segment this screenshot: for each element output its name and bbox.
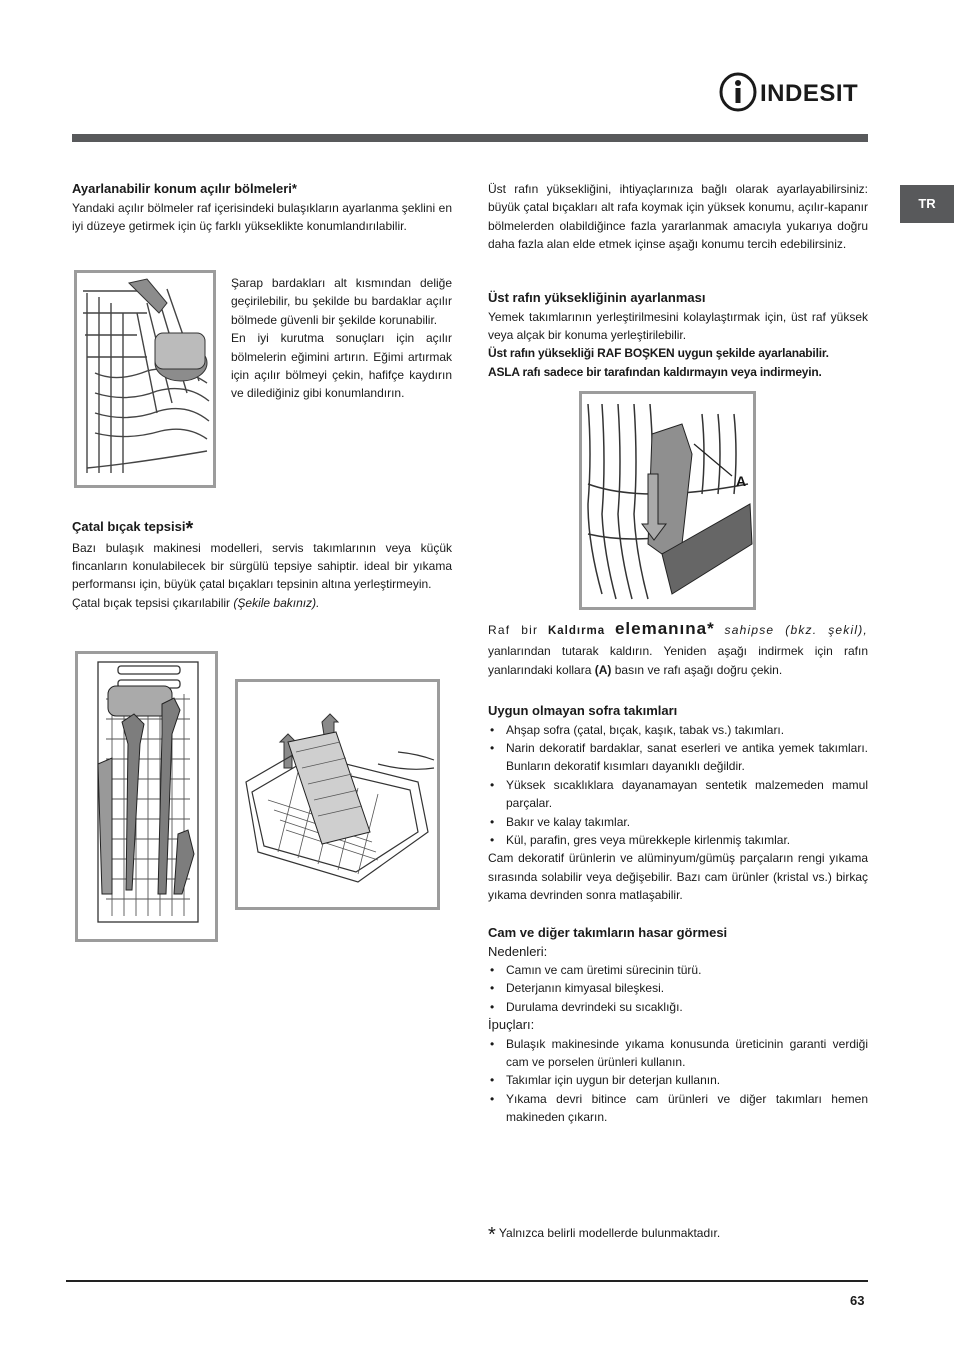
section-unsuitable: [488, 702, 868, 905]
section-title: Çatal bıçak tepsisi*: [72, 518, 194, 540]
section-body: Yandaki açılır bölmeler raf içerisindeki bulaşıkların ayarlanma şeklini en iyi düzeye getirmek için üç farklı yükseklikte konumlandırılabilir.: [72, 200, 452, 233]
brand-name: INDESIT: [760, 80, 859, 107]
page-number: 63: [850, 1293, 865, 1308]
footnote-text: * Yalnızca belirli modellerde bulunmaktadır.: [488, 1224, 721, 1246]
list-item: • Deterjanın kimyasal bileşkesi.: [488, 979, 868, 997]
discolor-note: Cam dekoratif ürünlerin ve alüminyum/gümüş parçaların rengi yıkama sırasında solabilir veya değişebilir. Bazı cam ürünler (kristal vs.) birkaç yıkama devrinden sonra matlaşabilir.: [488, 851, 868, 903]
warning-one-side: ASLA rafı sadece bir tarafından kaldırmayın veya indirmeyin.: [488, 364, 822, 379]
section-cutlery-tray: [72, 518, 452, 612]
list-item: • Kül, parafin, gres veya mürekkeple kirlenmiş takımlar.: [488, 831, 868, 849]
warning-empty-rack: Üst rafın yüksekliği RAF BOŞKEN uygun şekilde ayarlanabilir.: [488, 346, 829, 361]
causes-label: Nedenleri:: [488, 943, 548, 959]
section-title: Cam ve diğer takımların hasar görmesi: [488, 925, 728, 940]
list-item: • Takımlar için uygun bir deterjan kullanın.: [488, 1071, 868, 1089]
tips-label: İpuçları:: [488, 1017, 535, 1033]
unsuitable-list: [488, 721, 868, 850]
intro-text: Üst rafın yüksekliğini, ihtiyaçlarınıza bağlı olarak ayarlayabilirsiniz: büyük çatal bıçakları alt rafa koymak için yüksek konumu, açılır-kapanır bölmelerden olabildiğince fazla yararlanmak amacıyla yukarıya doğru daha fazla alan elde etmek içinse aşağı konumu tercih edebilirsiniz.: [488, 182, 868, 252]
cutlery-basket-figure: [75, 651, 218, 942]
rack-lift-caption: [488, 619, 868, 681]
removable-note: Çatal bıçak tepsisi çıkarılabilir (Şekile bakınız).: [72, 595, 320, 610]
header-rule: [72, 134, 868, 142]
drying-tip-text: En iyi kurutma sonuçları için açılır bölmelerin eğimini artırın. Eğimi artırmak için açılır bölmeyi çekin, hafifçe kaydırın ve dilediğiniz gibi konumlandırın.: [231, 331, 452, 401]
list-item: • Bulaşık makinesinde yıkama konusunda üreticinin garanti verdiği cam ve porselen ürünleri kullanın.: [488, 1035, 868, 1072]
section-title: Ayarlanabilir konum açılır bölmeleri*: [72, 181, 297, 196]
language-tab: TR: [900, 185, 954, 223]
rack-lever-figure: [579, 391, 756, 610]
section-title: Üst rafın yüksekliğinin ayarlanması: [488, 290, 706, 305]
section-title: Uygun olmayan sofra takımları: [488, 703, 678, 718]
list-item: • Narin dekoratif bardaklar, sanat eserleri ve antika yemek takımları. Bunların dekoratif kısımları dayanıklı değildir.: [488, 739, 868, 776]
tray-removal-figure: [235, 679, 440, 910]
caption-text: Raf bir Kaldırma elemanına* sahipse (bkz. şekil), yanlarından tutarak kaldırın. Yeniden aşağı indirmek için rafın yanlarındaki kollara (A) basın ve rafı aşağı doğru çekin.: [488, 619, 868, 678]
section-glass-damage: [488, 924, 868, 1127]
section-rack-adjust: [488, 289, 868, 381]
glass-tip-text: Şarap bardakları alt kısmından deliğe geçirilebilir, bu şekilde bu bardaklar açılır bölmede güvenli bir şekilde korunabilir.: [231, 276, 452, 327]
footer-rule: [66, 1280, 868, 1282]
fold-down-rack-figure: [74, 270, 216, 488]
list-item: • Camın ve cam üretimi sürecinin türü.: [488, 961, 868, 979]
list-item: • Yüksek sıcaklıklara dayanamayan sentetik malzemeden mamul parçalar.: [488, 776, 868, 813]
figure-label-a: A: [736, 473, 747, 489]
list-item: • Bakır ve kalay takımlar.: [488, 813, 868, 831]
tips-list: [488, 1035, 868, 1127]
footnote: [488, 1224, 868, 1245]
section-body: Yemek takımlarının yerleştirilmesini kolaylaştırmak için, üst raf yüksek veya alçak bir konuma yerleştirilebilir.: [488, 309, 868, 342]
indesit-logo: [718, 70, 870, 114]
rack-height-intro: [488, 180, 868, 254]
section-body: Bazı bulaşık makinesi modelleri, servis takımlarının veya küçük fincanların konulabilecek bir sürgülü tepsiye sahiptir. ideal bir yıkama performansı için, büyük çatal bıçakları tepsinin altına yerleştirmeyin.: [72, 540, 452, 592]
section-adjustable-racks: [72, 180, 452, 235]
causes-list: [488, 961, 868, 1016]
list-item: • Durulama devrindeki su sıcaklığı.: [488, 998, 868, 1016]
list-item: • Yıkama devri bitince cam ürünleri ve diğer takımları hemen makineden çıkarın.: [488, 1090, 868, 1127]
list-item: • Ahşap sofra (çatal, bıçak, kaşık, tabak vs.) takımları.: [488, 721, 868, 739]
glass-tip-block: [231, 274, 452, 403]
